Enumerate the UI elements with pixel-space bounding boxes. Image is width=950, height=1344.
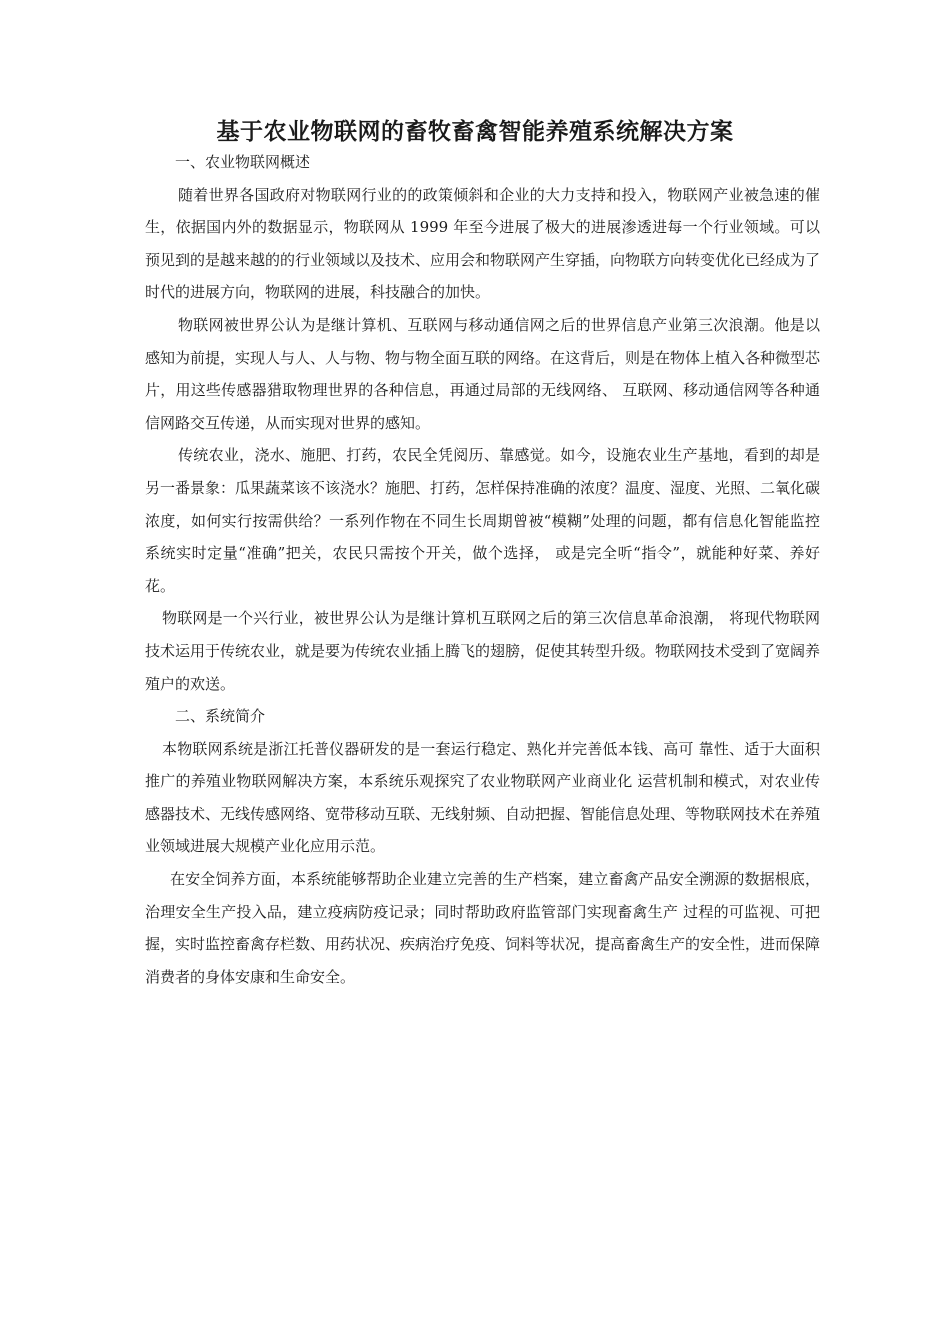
section-heading: 一、农业物联网概述 — [175, 153, 311, 171]
section-heading: 二、系统简介 — [175, 707, 266, 726]
paragraph: 随着世界各国政府对物联网行业的的政策倾斜和企业的大力支持和投入，物联网产业被急速的催生，依据国内外的数据显示，物联网从 1999 年至今进展了极大的进展渗透进每一个行业领域。可以预见到的是越来越的的行业领域以及技术、应用会和物联网产生穿插，向物联方向转变优化已经成为了时代的进展方向，物联网的进展，科技融合的加快。 — [145, 185, 821, 302]
paragraph: 传统农业，浇水、施肥、打药，农民全凭阅历、靠感觉。如今，设施农业生产基地，看到的却是另一番景象：瓜果蔬菜该不该浇水？施肥、打药，怎样保持准确的浓度？温度、湿度、光照、二氧化碳浓度，如何实行按需供给？一系列作物在不同生长周期曾被“模糊”处理的问题，都有信息化智能监控系统实时定量“准确”把关，农民只需按个开关，做个选择， 或是完全听“指令”，就能种好菜、养好花。 — [145, 446, 821, 595]
document-title: 基于农业物联网的畜牧畜禽智能养殖系统解决方案 — [216, 118, 734, 146]
paragraph: 物联网被世界公认为是继计算机、互联网与移动通信网之后的世界信息产业第三次浪潮。他是以感知为前提，实现人与人、人与物、物与物全面互联的网络。在这背后，则是在物体上植入各种微型芯片，用这些传感器猎取物理世界的各种信息，再通过局部的无线网络、 互联网、移动通信网等各种通信网路交互传递，从而实现对世界的感知。 — [145, 315, 821, 432]
paragraph: 本物联网系统是浙江托普仪器研发的是一套运行稳定、熟化并完善低本钱、高可 靠性、适于大面积推广的养殖业物联网解决方案，本系统乐观探究了农业物联网产业商业化 运营机制和模式，对农业传感器技术、无线传感网络、宽带移动互联、无线射频、自动把握、智能信息处理、等物联网技术在养殖业领域进展大规模产业化应用示范。 — [145, 739, 821, 856]
paragraph: 物联网是一个兴行业，被世界公认为是继计算机互联网之后的第三次信息革命浪潮， 将现代物联网技术运用于传统农业，就是要为传统农业插上腾飞的翅膀，促使其转型升级。物联网技术受到了宽阔养殖户的欢送。 — [145, 609, 821, 693]
paragraph: 在安全饲养方面，本系统能够帮助企业建立完善的生产档案，建立畜禽产品安全溯源的数据根底，治理安全生产投入品，建立疫病防疫记录；同时帮助政府监管部门实现畜禽生产 过程的可监视、可把握，实时监控畜禽存栏数、用药状况、疾病治疗免疫、饲料等状况，提高畜禽生产的安全性，进而保障消费者的身体安康和生命安全。 — [145, 870, 821, 986]
document-body — [145, 146, 820, 993]
